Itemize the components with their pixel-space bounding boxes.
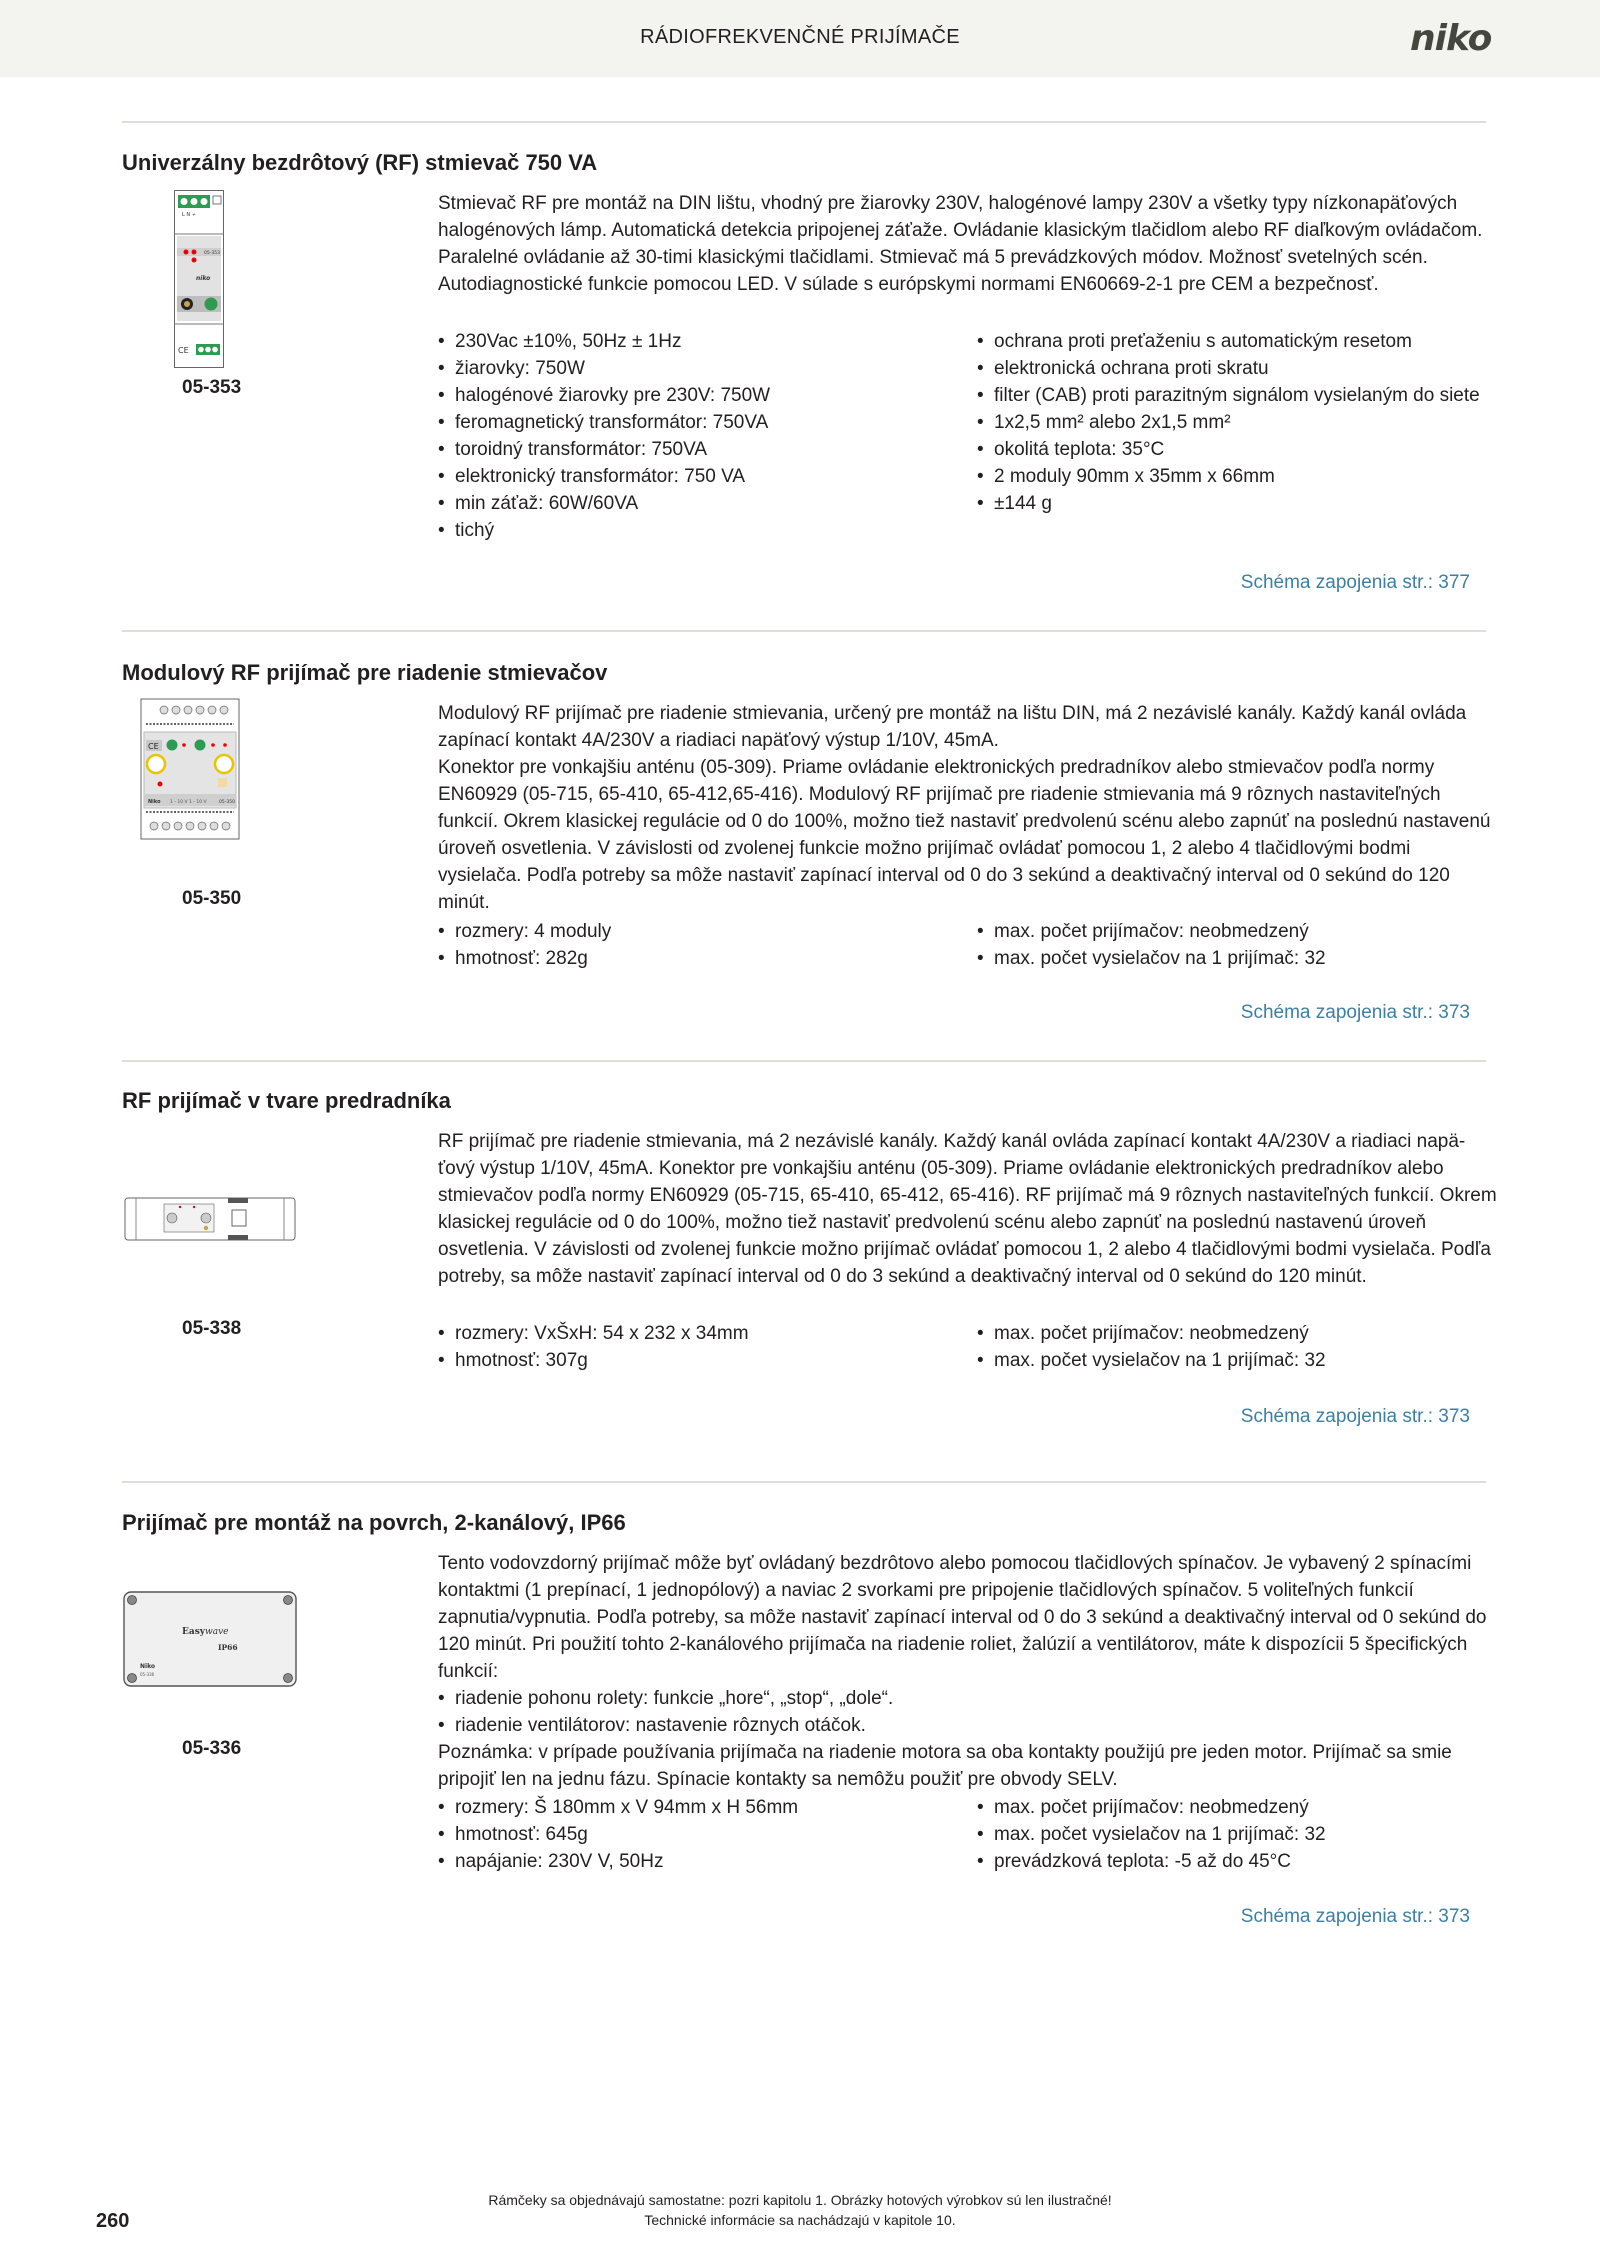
description-paragraph: Stmievač RF pre montáž na DIN lištu, vhodný pre žiarovky 230V, halogénové lampy 230V a všetky typy nízkonapäťových halogénových lámp. Automatická detekcia pripojenej záťaže. Ovládanie klasickým tlačidlom alebo RF diaľkovým ovládačom. [438, 193, 1483, 241]
spec-list [438, 328, 1498, 548]
svg-text:05-336: 05-336 [140, 1672, 155, 1677]
svg-text:CE: CE [148, 742, 159, 751]
svg-text:CE: CE [178, 346, 189, 355]
spec-item: • rozmery: VxŠxH: 54 x 232 x 34mm [438, 1320, 958, 1347]
product-image-din-dimmer [174, 190, 224, 373]
spec-item: • okolitá teplota: 35°C [977, 436, 1497, 463]
svg-text:05-350: 05-350 [219, 800, 235, 805]
spec-item: • 2 moduly 90mm x 35mm x 66mm [977, 463, 1497, 490]
spec-item: • max. počet prijímačov: neobmedzený [977, 1320, 1497, 1347]
svg-text:Niko: Niko [148, 799, 161, 805]
spec-column-right [977, 1794, 1497, 1875]
section-title: Prijímač pre montáž na povrch, 2-kanálový, IP66 [122, 1510, 626, 1535]
spec-item: • hmotnosť: 307g [438, 1347, 958, 1374]
spec-column-left [438, 328, 958, 544]
spec-item: • elektronický transformátor: 750 VA [438, 463, 958, 490]
divider [122, 1060, 1486, 1062]
terminal-labels: L N ≁ [182, 212, 196, 218]
page-header [0, 0, 1600, 77]
footer-note [0, 2190, 1600, 2230]
niko-logo: niko [1410, 18, 1492, 59]
wiring-diagram-link[interactable]: Schéma zapojenia str.: 373 [1240, 1906, 1470, 1927]
spec-item: • prevádzková teplota: -5 až do 45°C [977, 1848, 1497, 1875]
product-description [438, 1550, 1498, 1793]
section-title: Univerzálny bezdrôtový (RF) stmievač 750 VA [122, 150, 598, 175]
product-section-05-350 [122, 660, 1491, 1060]
spec-item: • rozmery: 4 moduly [438, 918, 958, 945]
spec-item: • max. počet prijímačov: neobmedzený [977, 918, 1497, 945]
spec-item: • toroidný transformátor: 750VA [438, 436, 958, 463]
product-code: 05-338 [182, 1318, 242, 1339]
chapter-title: RÁDIOFREKVENČNÉ PRIJÍMAČE [640, 26, 960, 48]
spec-item: • max. počet vysielačov na 1 prijímač: 32 [977, 945, 1497, 972]
product-section-05-336 [122, 1510, 1486, 1950]
function-item: • riadenie ventilátorov: nastavenie rôznych otáčok. [438, 1712, 1498, 1739]
page-number: 260 [96, 2210, 130, 2232]
svg-text:Niko: Niko [140, 1663, 156, 1670]
spec-column-left [438, 918, 958, 972]
spec-column-left [438, 1320, 958, 1374]
divider [122, 121, 1486, 123]
spec-item: • rozmery: Š 180mm x V 94mm x H 56mm [438, 1794, 958, 1821]
wiring-diagram-link[interactable]: Schéma zapojenia str.: 377 [1240, 572, 1470, 593]
svg-text:05-353: 05-353 [204, 251, 220, 256]
product-code: 05-350 [182, 888, 242, 909]
product-image-modular-receiver [140, 698, 240, 845]
svg-text:niko: niko [196, 275, 211, 282]
product-description [438, 700, 1498, 916]
function-item: • riadenie pohonu rolety: funkcie „hore“, „stop“, „dole“. [438, 1685, 1498, 1712]
spec-item: • min záťaž: 60W/60VA [438, 490, 958, 517]
spec-item: • napájanie: 230V V, 50Hz [438, 1848, 958, 1875]
spec-item: • elektronická ochrana proti skratu [977, 355, 1497, 382]
product-code: 05-336 [182, 1738, 242, 1759]
spec-column-right [977, 918, 1497, 972]
spec-item: • ochrana proti preťaženiu s automatickým resetom [977, 328, 1497, 355]
divider [122, 1481, 1486, 1483]
spec-item: • filter (CAB) proti parazitným signálom vysielaným do siete [977, 382, 1497, 409]
spec-item: • 230Vac ±10%, 50Hz ± 1Hz [438, 328, 958, 355]
spec-item: • ±144 g [977, 490, 1497, 517]
spec-item: • max. počet vysielačov na 1 prijímač: 32 [977, 1821, 1497, 1848]
spec-item: • hmotnosť: 282g [438, 945, 958, 972]
spec-list [438, 1794, 1498, 1878]
footer-line: Technické informácie sa nachádzajú v kapitole 10. [644, 2212, 956, 2228]
spec-list [438, 1320, 1498, 1380]
product-description [438, 1128, 1498, 1290]
product-code: 05-353 [182, 377, 242, 398]
spec-item: • hmotnosť: 645g [438, 1821, 958, 1848]
divider [122, 630, 1486, 632]
note-paragraph: Poznámka: v prípade používania prijímača na riadenie motora sa oba kontakty použijú pre jeden motor. Prijímač sa smie pripojiť len na jednu fázu. Spínacie kontakty sa nemôžu použiť pre obvody SELV. [438, 1742, 1452, 1790]
description-paragraph: Tento vodovzdorný prijímač môže byť ovládaný bezdrôtovo alebo pomocou tlačidlových spínačov. Je vybavený 2 spínacími kontaktmi (1 prepínací, 1 jednopólový) a naviac 2 svorkami pre pripojenie tlačidlových spínačov. 5 voliteľných funkcií zapnutia/vypnutia. Podľa potreby, sa môže nastaviť zapínací interval od 0 do 3 sekúnd a deaktivačný interval od 0 sekúnd do 120 minút. Pri použití tohto 2-kanálového prijímača na riadenie roliet, žalúzií a ventilátorov, máte k dispozícii 5 špecifických funkcií: [438, 1553, 1487, 1682]
spec-list [438, 918, 1498, 978]
product-section-05-353 [122, 150, 1486, 610]
spec-column-right [977, 328, 1497, 517]
wiring-diagram-link[interactable]: Schéma zapojenia str.: 373 [1240, 1002, 1470, 1023]
product-image-ip66-receiver [122, 1590, 298, 1693]
spec-item: • max. počet prijímačov: neobmedzený [977, 1794, 1497, 1821]
footer-line: Rámčeky sa objednávajú samostatne: pozri kapitolu 1. Obrázky hotových výrobkov sú len ilustračné! [488, 2192, 1112, 2208]
spec-item: • tichý [438, 517, 958, 544]
description-paragraph: Paralelné ovládanie až 30-timi klasickými tlačidlami. Stmievač má 5 prevádzkových módov. Možnosť svetelných scén. Autodiagnostické funkcie pomocou LED. V súlade s európskymi normami EN60669-2-1 pre CEM a bezpečnosť. [438, 247, 1428, 295]
section-title: RF prijímač v tvare predradníka [122, 1088, 451, 1113]
description-paragraph: RF prijímač pre riadenie stmievania, má 2 nezávislé kanály. Každý kanál ovláda zapínací kontakt 4A/230V a riadiaci napä-ťový výstup 1/10V, 45mA. Konektor pre vonkajšiu anténu (05-309). Priame ovládanie elektronických predradníkov alebo stmievačov podľa normy EN60929 (05-715, 65-410, 65-412, 65-416). RF prijímač má 9 rôznych nastaviteľných funkcií. Okrem klasickej regulácie od 0 do 100%, možno tiež nastaviť predvolenú scénu alebo zapnúť na poslednú nastavenú úroveň osvetlenia. V závislosti od zvolenej funkcie možno prijímač ovládať pomocou 1, 2 alebo 4 tlačidlovými bodmi vysielača. Podľa potreby, sa môže nastaviť zapínací interval od 0 do 3 sekúnd a deaktivačný interval od 0 sekúnd do 120 minút. [438, 1131, 1497, 1287]
spec-item: • žiarovky: 750W [438, 355, 958, 382]
spec-column-right [977, 1320, 1497, 1374]
product-image-ballast-receiver [122, 1196, 298, 1247]
section-title: Modulový RF prijímač pre riadenie stmievačov [122, 660, 608, 685]
spec-item: • feromagnetický transformátor: 750VA [438, 409, 958, 436]
product-description [438, 190, 1498, 298]
product-section-05-338 [122, 1088, 1497, 1488]
spec-column-left [438, 1794, 958, 1875]
spec-item: • max. počet vysielačov na 1 prijímač: 32 [977, 1347, 1497, 1374]
description-paragraph: Modulový RF prijímač pre riadenie stmievania, určený pre montáž na lištu DIN, má 2 nezávislé kanály. Každý kanál ovláda zapínací kontakt 4A/230V a riadiaci napäťový výstup 1/10V, 45mA. [438, 703, 1467, 751]
spec-item: • halogénové žiarovky pre 230V: 750W [438, 382, 958, 409]
wiring-diagram-link[interactable]: Schéma zapojenia str.: 373 [1240, 1406, 1470, 1427]
spec-item: • 1x2,5 mm² alebo 2x1,5 mm² [977, 409, 1497, 436]
description-paragraph: Konektor pre vonkajšiu anténu (05-309). Priame ovládanie elektronických predradníkov alebo stmievačov podľa normy EN60929 (05-715, 65-410, 65-412,65-416). Modulový RF prijímač pre riadenie stmievania má 9 rôznych nastaviteľných funkcií. Okrem klasickej regulácie od 0 do 100%, možno tiež nastaviť predvolenú scénu alebo zapnúť na poslednú nastavenú úroveň osvetlenia. V závislosti od zvolenej funkcie možno prijímač ovládať pomocou 1, 2 alebo 4 tlačidlovými bodmi vysielača. Podľa potreby sa môže nastaviť zapínací interval od 0 do 3 sekúnd a deaktivačný interval od 0 sekúnd do 120 minút. [438, 757, 1491, 913]
svg-text:Easywave: Easywave [182, 1627, 229, 1637]
svg-text:1 - 10 V 1 - 10 V: 1 - 10 V 1 - 10 V [170, 800, 207, 805]
svg-text:IP66: IP66 [218, 1643, 238, 1652]
